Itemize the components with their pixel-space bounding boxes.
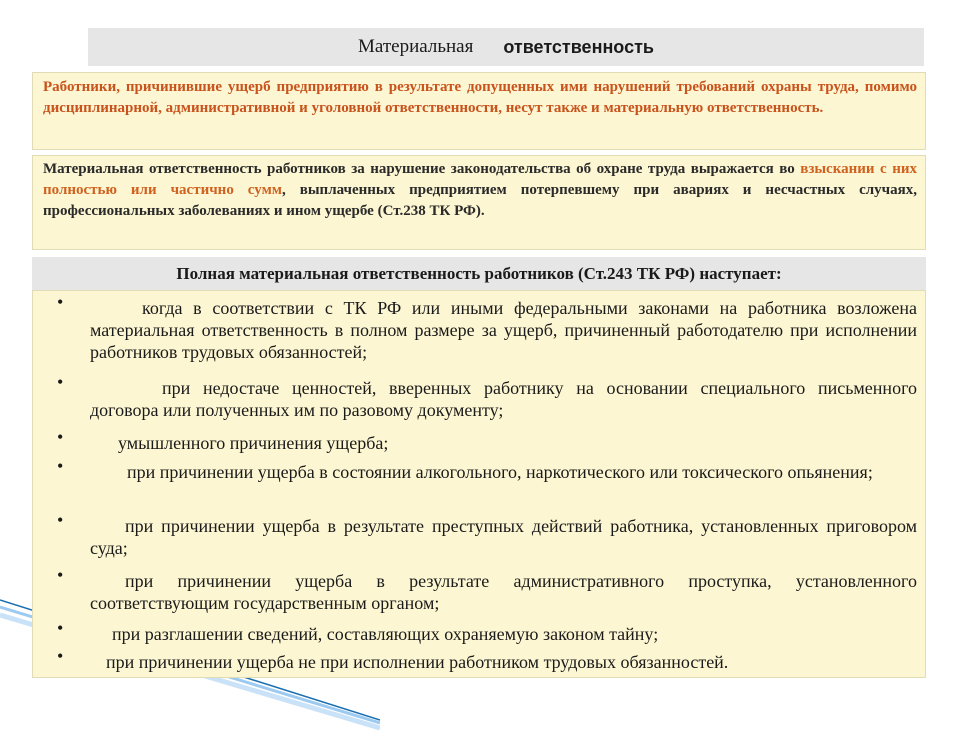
list-item-text: при причинении ущерба не при исполнении работником трудовых обязанностей. (106, 652, 729, 672)
bullet-icon: • (57, 456, 64, 476)
slide-title-bar (88, 28, 924, 66)
intro-paragraph: Работники, причинившие ущерб предприятию в результате допущенных ими нарушений требований охраны труда, помимо дисциплинарной, административной и уголовной ответственности, несут также и материальную ответственность. (32, 72, 926, 150)
bullet-icon: • (57, 646, 64, 666)
list-item-text: умышленного причинения ущерба; (118, 433, 389, 453)
list-header: Полная материальная ответственность работников (Ст.243 ТК РФ) наступает: (32, 257, 926, 290)
list-item-text: когда в соответствии с ТК РФ или иными федеральными законами на работника возложена материальная ответственность в полном размере за ущерб, причиненный работодателю при исполнении работников трудовых обязанностей; (90, 298, 917, 362)
bullet-icon: • (57, 372, 64, 392)
conditions-list (32, 290, 926, 678)
bullet-icon: • (57, 427, 64, 447)
bullet-icon: • (57, 618, 64, 638)
liability-text-part1: Материальная ответственность работников за нарушение законодательства об охране труда выражается во (43, 161, 801, 177)
title-word-2: ответственность (503, 36, 654, 57)
liability-highlight: взыскании с них полностью или частично сумм (43, 161, 917, 198)
bullet-icon: • (57, 292, 64, 312)
list-item-text: при разглашении сведений, составляющих охраняемую законом тайну; (112, 624, 659, 644)
list-item-text: при причинении ущерба в результате административного проступка, установленного соответствующим государственным органом; (90, 571, 917, 613)
bullet-icon: • (57, 565, 64, 585)
list-item-text: при причинении ущерба в результате преступных действий работника, установленных приговором суда; (90, 516, 917, 558)
title-word-1: Материальная (358, 36, 474, 57)
liability-text-part2: , выплаченных предприятием потерпевшему при авариях и несчастных случаях, профессиональных заболеваниях и ином ущербе (Ст.238 ТК РФ). (43, 182, 917, 219)
liability-paragraph (32, 155, 926, 250)
list-item-text: при причинении ущерба в состоянии алкогольного, наркотического или токсического опьянения; (127, 462, 873, 482)
bullet-icon: • (57, 510, 64, 530)
list-item-text: при недостаче ценностей, вверенных работнику на основании специального письменного договора или полученных им по разовому документу; (90, 378, 917, 420)
